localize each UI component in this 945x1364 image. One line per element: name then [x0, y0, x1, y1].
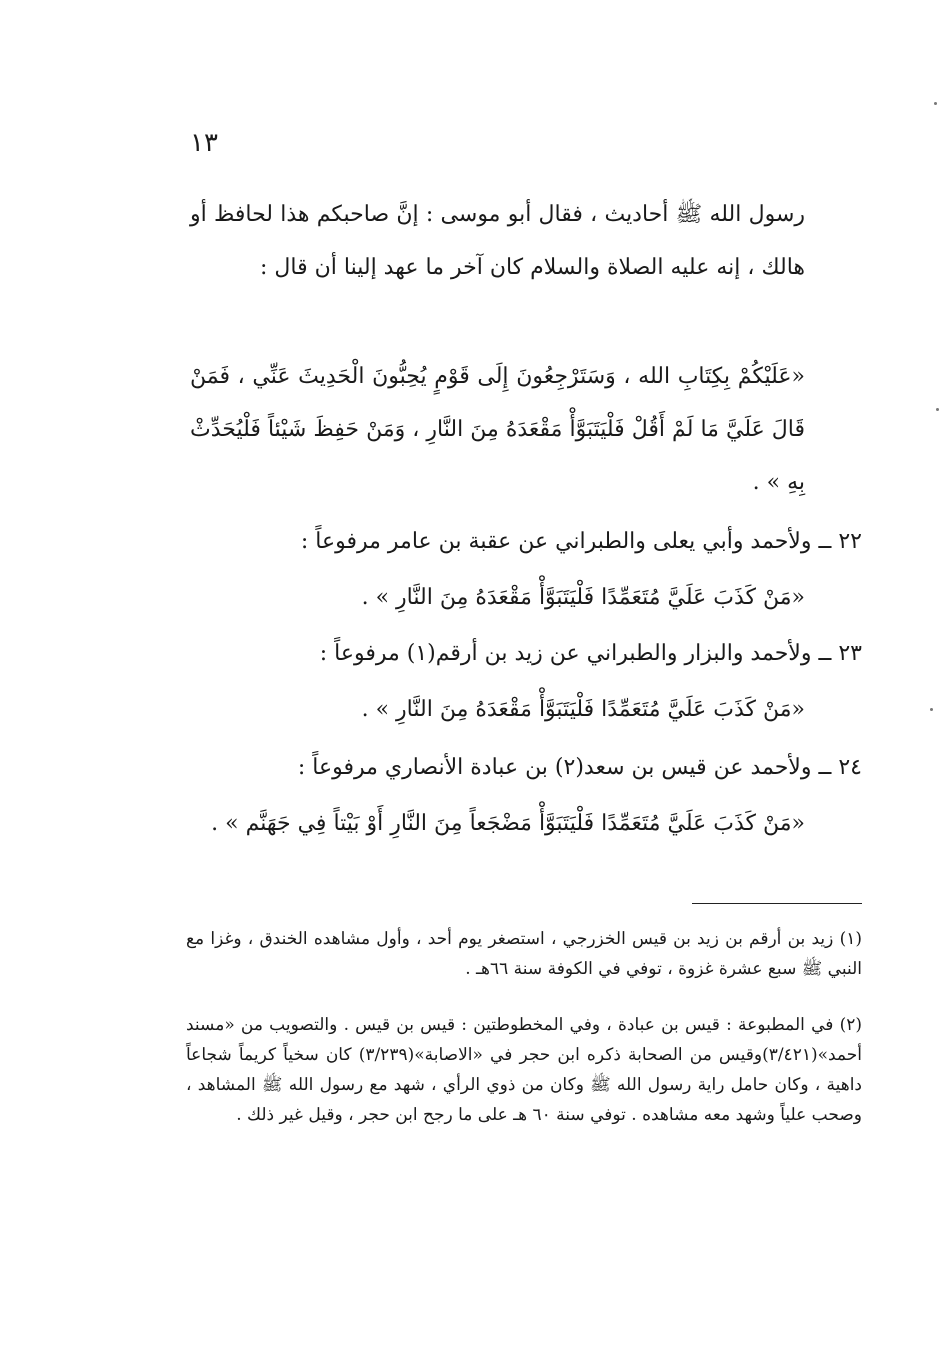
entry-23-heading: ٢٣ ــ ولأحمد والبزار والطبراني عن زيد بن أرقم(١) مرفوعاً : — [319, 641, 862, 666]
entry-24-quote: «مَنْ كَذَبَ عَلَيَّ مُتَعَمِّدًا فَلْيَتَبَوَّأْ مَضْجَعاً مِنَ النَّارِ أَوْ بَيْتاً فِي جَهَنَّم » . — [211, 811, 805, 836]
footnote-2: (٢) في المطبوعة : قيس بن عبادة ، وفي المخطوطتين : قيس بن قيس . والتصويب من «مسند أحمد»(٣/٤٢١)وقيس من الصحابة ذكره ابن حجر في «الاصابة»(٣/٢٣٩) كان سخياً كريماً شجاعاً داهية ، وكان حامل راية رسول الله ﷺ وكان من ذوي الرأي ، شهد مع رسول الله ﷺ المشاهد ، وصحب علياً وشهد معه مشاهده . توفي سنة ٦٠ هـ على ما رجح ابن حجر ، وقيل غير ذلك . — [186, 1015, 862, 1125]
entry-22-quote: «مَنْ كَذَبَ عَلَيَّ مُتَعَمِّدًا فَلْيَتَبَوَّأْ مَقْعَدَهُ مِنَ النَّارِ » . — [361, 585, 805, 610]
scan-speck — [936, 408, 939, 411]
scan-speck — [930, 708, 933, 711]
footnote-divider — [692, 903, 862, 904]
scan-speck — [934, 102, 937, 105]
entry-22-heading: ٢٢ ــ ولأحمد وأبي يعلى والطبراني عن عقبة بن عامر مرفوعاً : — [300, 529, 862, 554]
entry-23-quote: «مَنْ كَذَبَ عَلَيَّ مُتَعَمِّدًا فَلْيَتَبَوَّأْ مَقْعَدَهُ مِنَ النَّارِ » . — [361, 697, 805, 722]
intro-paragraph: رسول الله ﷺ أحاديث ، فقال أبو موسى : إنَّ صاحبكم هذا لحافظ أو هالك ، إنه عليه الصلاة والسلام كان آخر ما عهد إلينا أن قال : — [190, 202, 805, 280]
hadith-quote: «عَلَيْكُمْ بِكِتَابِ الله ، وَسَتَرْجِعُونَ إِلَى قَوْمٍ يُحِبُّونَ الْحَدِيثَ عَنِّي ، فَمَنْ قَالَ عَلَيَّ مَا لَمْ أَقُلْ فَلْيَتَبَوَّأْ مَقْعَدَهُ مِنَ النَّارِ ، وَمَنْ حَفِظَ شَيْئاً فَلْيُحَدِّثْ بِهِ » . — [190, 364, 805, 495]
entry-24-heading: ٢٤ ــ ولأحمد عن قيس بن سعد(٢) بن عبادة الأنصاري مرفوعاً : — [297, 755, 862, 780]
footnote-1: (١) زيد بن أرقم بن زيد بن قيس الخزرجي ، استصغر يوم أحد ، وأول مشاهده الخندق ، وغزا مع النبي ﷺ سبع عشرة غزوة ، توفي في الكوفة سنة ٦٦هـ . — [186, 929, 862, 979]
page-number: ١٣ — [190, 128, 218, 158]
